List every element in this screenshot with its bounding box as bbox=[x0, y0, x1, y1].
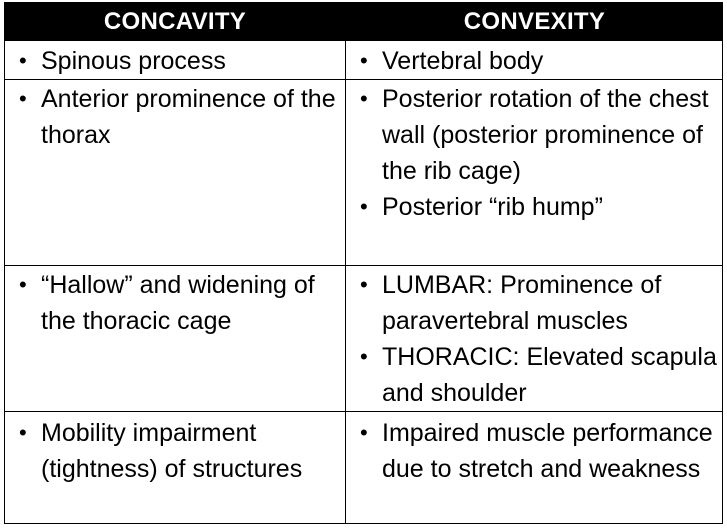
comparison-table bbox=[4, 2, 723, 524]
row-2-concavity bbox=[19, 81, 341, 153]
header-concavity: CONCAVITY bbox=[103, 8, 247, 35]
bullet-icon: • bbox=[19, 272, 27, 297]
row-divider bbox=[5, 265, 722, 266]
convexity-item: Posterior “rib hump” bbox=[382, 193, 603, 221]
concavity-item: Spinous process bbox=[41, 47, 226, 75]
row-4-convexity bbox=[360, 415, 720, 487]
list-item bbox=[360, 339, 720, 411]
concavity-item: Anterior prominence of the thorax bbox=[41, 85, 336, 149]
list-item bbox=[360, 415, 720, 487]
convexity-item: THORACIC: Elevated scapula and shoulder bbox=[382, 343, 717, 407]
row-divider bbox=[5, 411, 722, 412]
header-convexity: CONVEXITY bbox=[463, 8, 606, 35]
convexity-item: Impaired muscle performance due to stretch and weakness bbox=[382, 419, 713, 483]
row-3-concavity bbox=[19, 267, 341, 339]
row-1-convexity bbox=[360, 43, 720, 79]
convexity-item: Posterior rotation of the chest wall (posterior prominence of the rib cage) bbox=[382, 85, 709, 185]
bullet-icon: • bbox=[360, 86, 368, 111]
list-item bbox=[360, 81, 720, 189]
bullet-icon: • bbox=[19, 48, 27, 73]
list-item bbox=[360, 189, 720, 225]
bullet-icon: • bbox=[360, 194, 368, 219]
list-item bbox=[19, 267, 341, 339]
convexity-item: LUMBAR: Prominence of paravertebral muscles bbox=[382, 271, 662, 335]
list-item bbox=[360, 267, 720, 339]
list-item bbox=[19, 81, 341, 153]
list-item bbox=[19, 43, 341, 79]
list-item bbox=[360, 43, 720, 79]
convexity-item: Vertebral body bbox=[382, 47, 544, 75]
bullet-icon: • bbox=[360, 344, 368, 369]
concavity-item: Mobility impairment (tightness) of structures bbox=[41, 419, 303, 483]
table-header bbox=[5, 3, 722, 41]
bullet-icon: • bbox=[19, 86, 27, 111]
list-item bbox=[19, 415, 341, 487]
row-3-convexity bbox=[360, 267, 720, 411]
column-divider bbox=[345, 41, 346, 523]
row-4-concavity bbox=[19, 415, 341, 487]
row-2-convexity bbox=[360, 81, 720, 225]
bullet-icon: • bbox=[19, 420, 27, 445]
row-divider bbox=[5, 79, 722, 80]
bullet-icon: • bbox=[360, 420, 368, 445]
bullet-icon: • bbox=[360, 48, 368, 73]
concavity-item: “Hallow” and widening of the thoracic cage bbox=[41, 271, 315, 335]
row-1-concavity bbox=[19, 43, 341, 79]
bullet-icon: • bbox=[360, 272, 368, 297]
